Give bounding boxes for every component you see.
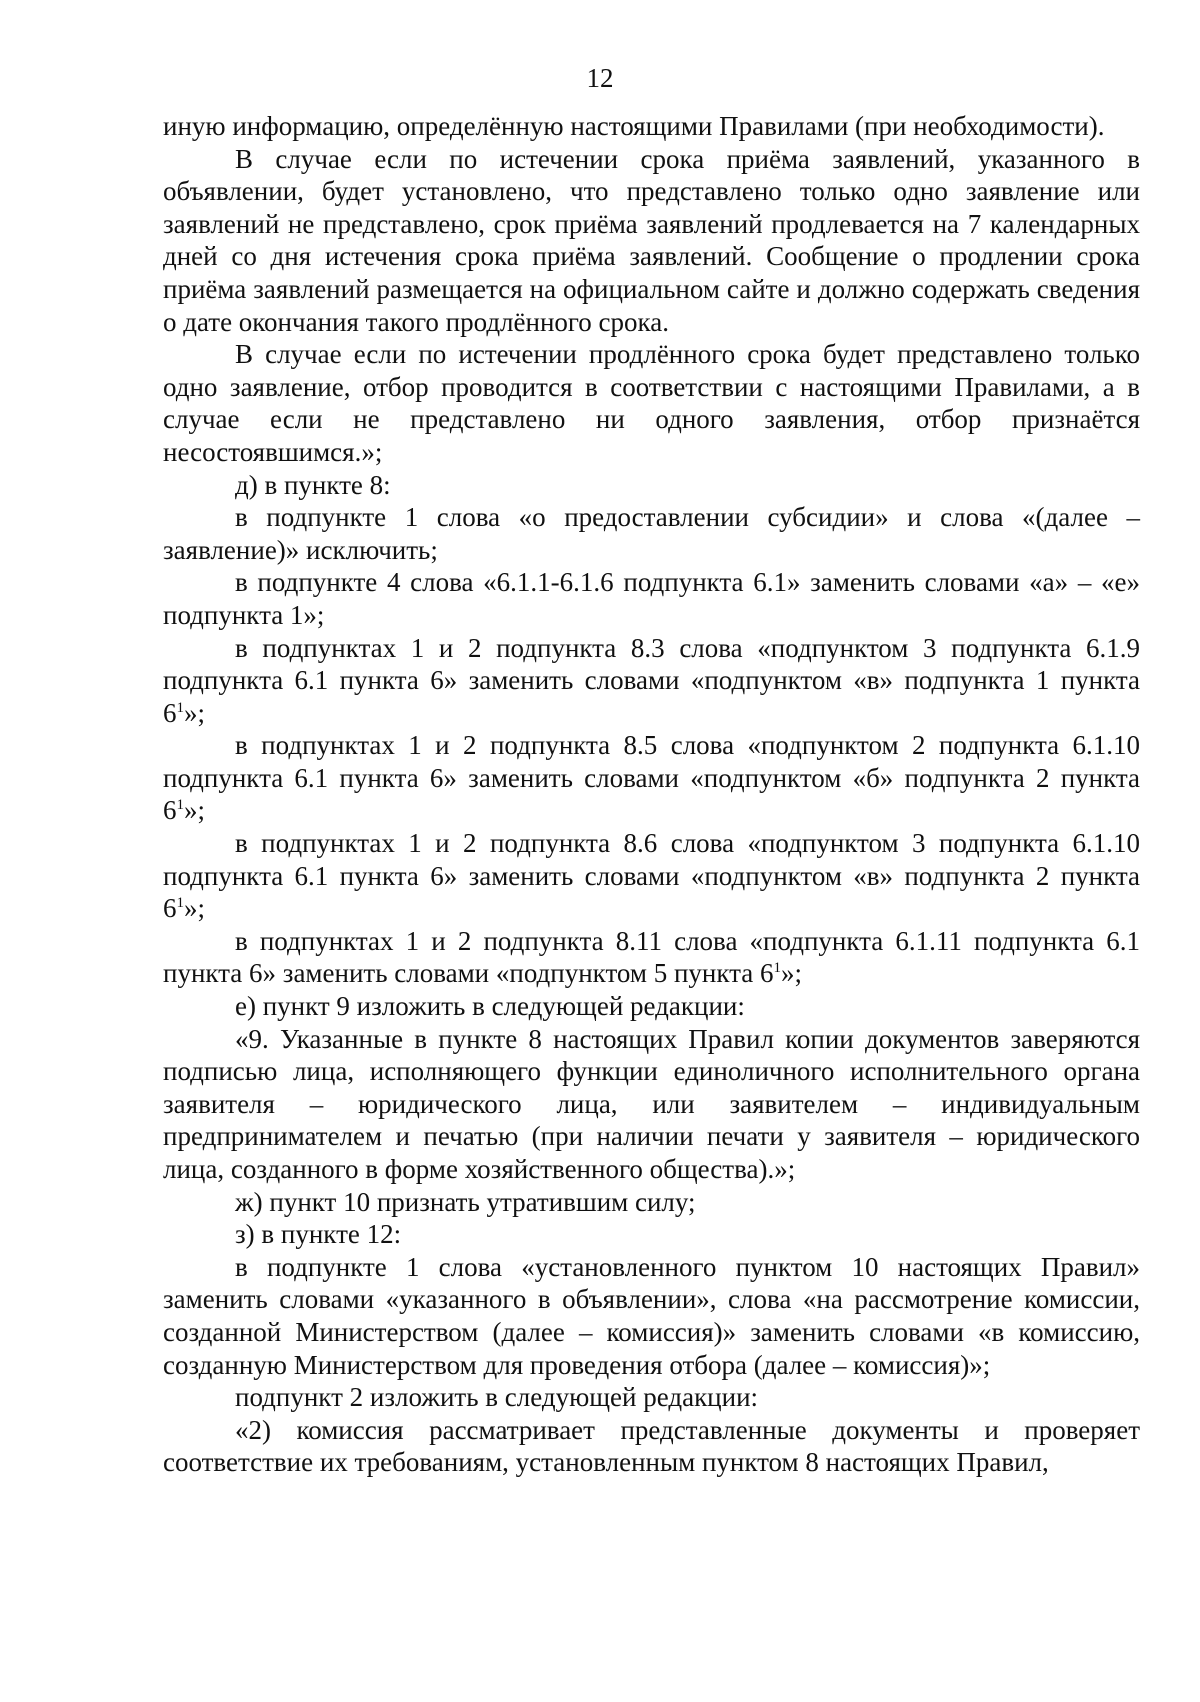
- paragraph-item-9-text: «9. Указанные в пункте 8 настоящих Правил копии документов заверяются подписью лица, исполняющего функции единоличного исполнительного органа заявителя – юридического лица, или заявителем – индивидуальным предпринимателем и печатью (при наличии печати у заявителя – юридического лица, созданного в форме хозяйственного общества).»;: [163, 1023, 1140, 1184]
- paragraph-subitem-8-11: [163, 925, 1140, 990]
- paragraph-item-d: д) в пункте 8:: [235, 469, 391, 500]
- paragraph-subitem-2-text: «2) комиссия рассматривает представленные документы и проверяет соответствие их требованиям, установленным пунктом 8 настоящих Правил,: [163, 1414, 1140, 1478]
- superscript: 1: [176, 895, 184, 912]
- superscript: 1: [176, 699, 184, 716]
- paragraph-text-end: »;: [184, 795, 206, 826]
- superscript: 1: [176, 797, 184, 814]
- paragraph-subitem-1-commission: в подпункте 1 слова «установленного пунктом 10 настоящих Правил» заменить словами «указанного в объявлении», слова «на рассмотрение комиссии, созданной Министерством (далее – комиссия)» заменить словами «в комиссию, созданную Министерством для проведения отбора (далее – комиссия)»;: [163, 1251, 1140, 1380]
- paragraph-subitem-8-5: [163, 729, 1140, 827]
- paragraph-subitem-4: в подпункте 4 слова «6.1.1-6.1.6 подпункта 6.1» заменить словами «а» – «е» подпункта 1»;: [163, 567, 1140, 630]
- paragraph-subitem-2: подпункт 2 изложить в следующей редакции:: [235, 1382, 759, 1413]
- paragraph-text: в подпунктах 1 и 2 подпункта 8.5 слова «подпунктом 2 подпункта 6.1.10 подпункта 6.1 пункта 6» заменить словами «подпунктом «б» подпункта 2 пункта 6: [163, 730, 1140, 826]
- paragraph-deadline-extension: В случае если по истечении срока приёма заявлений, указанного в объявлении, будет установлено, что представлено только одно заявление или заявлений не представлено, срок приёма заявлений продлевается на 7 календарных дней со дня истечения срока приёма заявлений. Сообщение о продлении срока приёма заявлений размещается на официальном сайте и должно содержать сведения о дате окончания такого продлённого срока.: [163, 143, 1140, 337]
- paragraph-text: в подпунктах 1 и 2 подпункта 8.11 слова «подпункта 6.1.11 подпункта 6.1 пункта 6» заменить словами «подпунктом 5 пункта 6: [163, 925, 1140, 989]
- paragraph-item-zh: ж) пункт 10 признать утратившим силу;: [235, 1186, 696, 1217]
- paragraph-continuation: иную информацию, определённую настоящими Правилами (при необходимости).: [163, 111, 1105, 141]
- paragraph-text-end: »;: [184, 893, 206, 924]
- paragraph-text: в подпунктах 1 и 2 подпункта 8.6 слова «подпунктом 3 подпункта 6.1.10 подпункта 6.1 пункта 6» заменить словами «подпунктом «в» подпункта 2 пункта 6: [163, 828, 1140, 924]
- superscript: 1: [773, 960, 781, 977]
- paragraph-text-end: »;: [184, 697, 206, 728]
- document-body: [163, 110, 1140, 1479]
- paragraph-item-z: з) в пункте 12:: [235, 1219, 402, 1250]
- paragraph-subitem-8-6: [163, 827, 1140, 925]
- paragraph-text-end: »;: [780, 958, 802, 989]
- paragraph-item-e: е) пункт 9 изложить в следующей редакции:: [235, 991, 745, 1022]
- paragraph-text: в подпунктах 1 и 2 подпункта 8.3 слова «подпунктом 3 подпункта 6.1.9 подпункта 6.1 пункта 6» заменить словами «подпунктом «в» подпункта 1 пункта 6: [163, 632, 1140, 728]
- paragraph-subitem-8-3: [163, 632, 1140, 730]
- page-number: 12: [586, 63, 614, 93]
- paragraph-single-application: В случае если по истечении продлённого срока будет представлено только одно заявление, отбор проводится в соответствии с настоящими Правилами, а в случае если не представлено ни одного заявления, отбор признаётся несостоявшимся.»;: [163, 339, 1140, 467]
- paragraph-subitem-1: в подпункте 1 слова «о предоставлении субсидии» и слова «(далее – заявление)» исключить;: [163, 502, 1140, 565]
